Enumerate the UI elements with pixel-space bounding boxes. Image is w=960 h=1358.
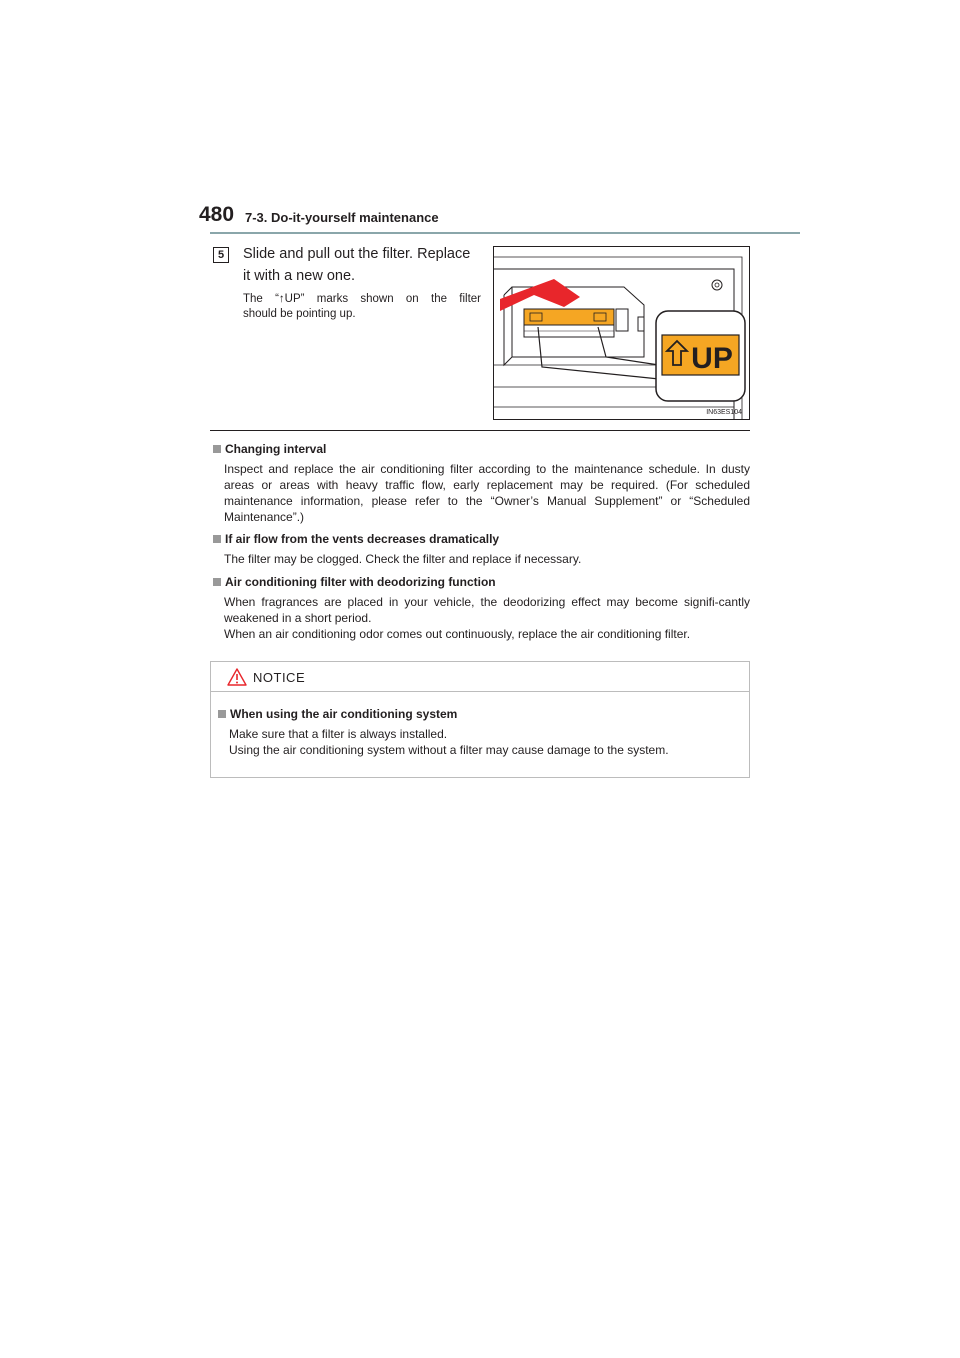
figure-code: IN63ES104: [706, 409, 742, 416]
section-title: 7-3. Do-it-yourself maintenance: [245, 210, 439, 225]
notice-line: Using the air conditioning system without a filter may cause damage to the system.: [229, 743, 669, 757]
section-divider: [210, 430, 750, 431]
notice-line: Make sure that a filter is always installed.: [229, 727, 448, 741]
info-item-heading: Air conditioning filter with deodorizing function: [213, 574, 753, 590]
bullet-square-icon: [213, 535, 221, 543]
info-item-body: [224, 594, 750, 642]
step-note-line-1: The “↑UP” marks shown on the filter: [243, 293, 481, 305]
notice-item: [218, 706, 738, 758]
notice-label: NOTICE: [253, 670, 306, 685]
bullet-square-icon: [213, 578, 221, 586]
warning-triangle-icon: [227, 668, 247, 686]
header-rule: [210, 232, 800, 234]
info-item-heading: Changing interval: [213, 441, 753, 457]
notice-box: [210, 661, 750, 778]
notice-item-heading: When using the air conditioning system: [218, 706, 738, 722]
info-item-heading: If air flow from the vents decreases dramatically: [213, 531, 753, 547]
info-item-deodorizing: [213, 574, 753, 642]
filter-up-label: UP: [691, 342, 733, 375]
step-note-line-2: should be pointing up.: [243, 308, 356, 320]
info-item-body: The filter may be clogged. Check the filter and replace if necessary.: [224, 552, 582, 566]
step-note: [243, 292, 481, 322]
bullet-square-icon: [218, 710, 226, 718]
filter-illustration-drawing: [494, 247, 749, 419]
notice-header: [211, 662, 749, 692]
info-item-body: Inspect and replace the air conditioning filter according to the maintenance schedule. In dusty areas or areas with heavy traffic flow, early replacement may be required. (For scheduled maintenance information, please refer to the “Owner’s Manual Supplement” or “Scheduled Maintenance”.): [224, 462, 750, 524]
filter-illustration: [493, 246, 750, 420]
step-number-badge: 5: [213, 247, 229, 263]
info-item-changing-interval: [213, 441, 753, 525]
step-instruction: Slide and pull out the filter. Replace it with a new one.: [243, 246, 471, 284]
page-number: 480: [199, 203, 235, 226]
info-item-body-line: When fragrances are placed in your vehicle, the deodorizing effect may become signifi-cantly weakened in a short period.: [224, 595, 750, 625]
info-item-body-line: When an air conditioning odor comes out continuously, replace the air conditioning filter.: [224, 627, 691, 641]
bullet-square-icon: [213, 445, 221, 453]
info-item-air-flow: [213, 531, 753, 567]
notice-item-body: [229, 726, 734, 758]
